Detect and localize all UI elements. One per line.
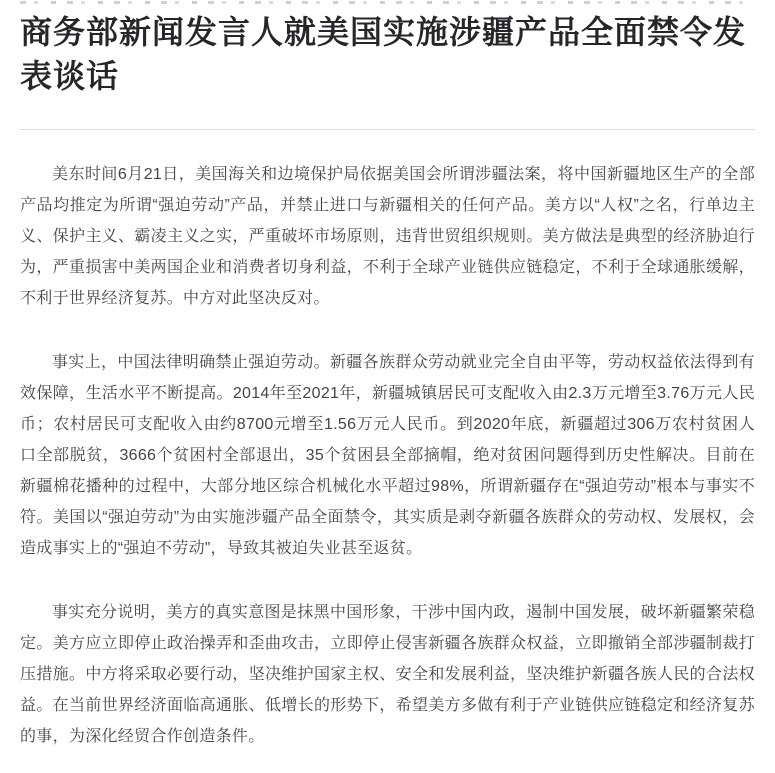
article-paragraph-3: 事实充分说明，美方的真实意图是抹黑中国形象，干涉中国内政，遏制中国发展，破坏新疆繁荣稳定。美方应立即停止政治操弄和歪曲攻击，立即停止侵害新疆各族群众权益，立即撤销全部涉疆制裁打压措施。中方将采取必要行动，坚决维护国家主权、安全和发展利益，坚决维护新疆各族人民的合法权益。在当前世界经济面临高通胀、低增长的形势下，希望美方多做有利于产业链供应链稳定和经济复苏的事，为深化经贸合作创造条件。: [20, 604, 755, 745]
cropped-text-strip: [20, 1, 755, 4]
article-body: [20, 159, 755, 752]
article-paragraph-1: 美东时间6月21日，美国海关和边境保护局依据美国会所谓涉疆法案，将中国新疆地区生产的全部产品均推定为所谓“强迫劳动”产品，并禁止进口与新疆相关的任何产品。美方以“人权”之名，行单边主义、保护主义、霸凌主义之实，严重破坏市场原则，违背世贸组织规则。美方做法是典型的经济胁迫行为，严重损害中美两国企业和消费者切身利益，不利于全球产业链供应链稳定，不利于全球通胀缓解，不利于世界经济复苏。中方对此坚决反对。: [20, 166, 755, 307]
article-paragraph-2: 事实上，中国法律明确禁止强迫劳动。新疆各族群众劳动就业完全自由平等，劳动权益依法得到有效保障，生活水平不断提高。2014年至2021年，新疆城镇居民可支配收入由2.3万元增至3.76万元人民币；农村居民可支配收入由约8700元增至1.56万元人民币。到2020年底，新疆超过306万农村贫困人口全部脱贫，3666个贫困村全部退出，35个贫困县全部摘帽，绝对贫困问题得到历史性解决。目前在新疆棉花播种的过程中，大部分地区综合机械化水平超过98%，所谓新疆存在“强迫劳动”根本与事实不符。美国以“强迫劳动”为由实施涉疆产品全面禁令，其实质是剥夺新疆各族群众的劳动权、发展权，会造成事实上的“强迫不劳动”，导致其被迫失业甚至返贫。: [20, 354, 755, 557]
title-divider: [20, 129, 755, 130]
page-container: [0, 1, 775, 752]
article-title: 商务部新闻发言人就美国实施涉疆产品全面禁令发表谈话: [20, 14, 747, 94]
article-page: [0, 1, 775, 773]
